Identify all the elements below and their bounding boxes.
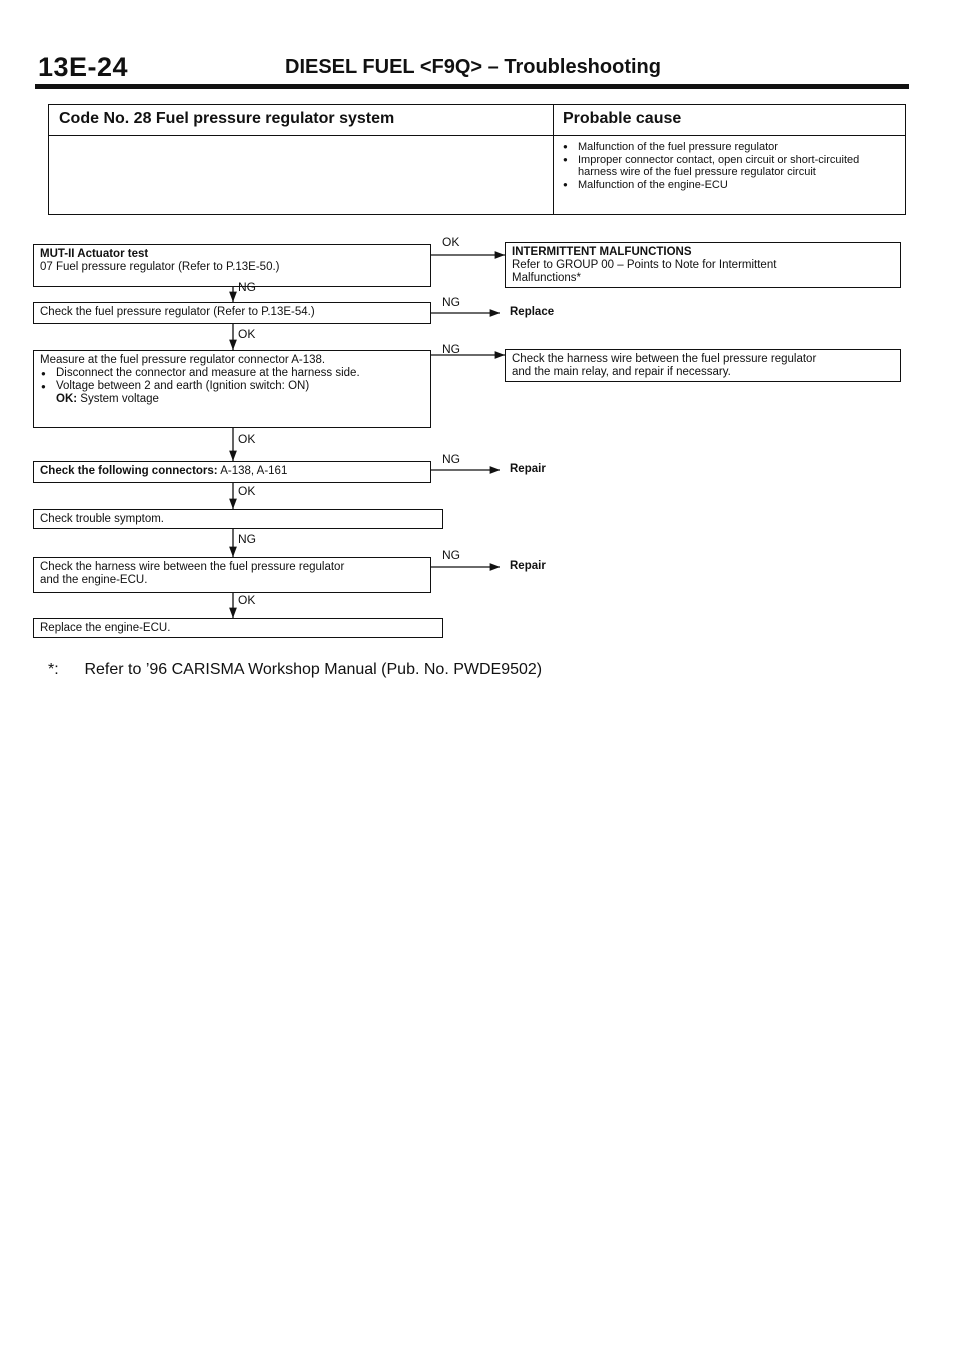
intermittent-malfunctions-box: [505, 242, 901, 288]
ng-label: NG: [442, 452, 460, 466]
ok-label: OK: [238, 484, 256, 498]
actuator-test-title: MUT-II Actuator test: [40, 248, 149, 260]
check-connectors-box: [33, 461, 431, 483]
ok-label: OK: [238, 327, 256, 341]
harness-main-relay-box: [505, 349, 901, 382]
harness-main-relay-line2: and the main relay, and repair if necessary.: [512, 366, 731, 378]
ng-label: NG: [442, 295, 460, 309]
replace-result: Replace: [510, 306, 555, 318]
measure-connector-box: [33, 350, 431, 428]
footnote: [48, 661, 542, 679]
harness-engine-ecu-line1: Check the harness wire between the fuel pressure regulator: [40, 561, 345, 573]
ok-criterion: [40, 393, 424, 406]
page-number: 13E-24: [38, 52, 129, 82]
ng-label: NG: [238, 532, 256, 546]
ok-label: OK: [442, 235, 460, 249]
intermittent-line2: Malfunctions*: [512, 272, 582, 284]
intermittent-title: INTERMITTENT MALFUNCTIONS: [512, 246, 692, 258]
ng-label: NG: [442, 342, 460, 356]
intermittent-line1: Refer to GROUP 00 – Points to Note for Intermittent: [512, 259, 777, 271]
ok-criterion-key: OK:: [56, 393, 78, 405]
cause-item: ● Malfunction of the engine-ECU: [561, 179, 901, 192]
ok-label: OK: [238, 432, 256, 446]
check-connectors-title: Check the following connectors:: [40, 465, 218, 477]
ok-label: OK: [238, 593, 256, 607]
measure-condition: ● Voltage between 2 and earth (Ignition switch: ON): [40, 380, 424, 393]
replace-engine-ecu-text: Replace the engine-ECU.: [40, 622, 171, 634]
check-trouble-symptom-box: [33, 509, 443, 529]
connector-codes: A-138, A-161: [220, 465, 288, 477]
page-title: DIESEL FUEL <F9Q> – Troubleshooting: [285, 56, 661, 78]
footnote-mark: *:: [48, 661, 59, 678]
ng-label: NG: [238, 280, 256, 294]
measure-text: Measure at the fuel pressure regulator connector A-138.: [40, 354, 326, 366]
harness-engine-ecu-box: [33, 557, 431, 593]
repair-result: Repair: [510, 463, 546, 475]
check-trouble-symptom-text: Check trouble symptom.: [40, 513, 164, 525]
actuator-test-text: 07 Fuel pressure regulator (Refer to P.13E-50.): [40, 261, 280, 273]
harness-engine-ecu-line2: and the engine-ECU.: [40, 574, 148, 586]
harness-main-relay-line1: Check the harness wire between the fuel pressure regulator: [512, 353, 817, 365]
cause-item: ● Improper connector contact, open circuit or short-circuited harness wire of the fuel pressure regulator circuit: [561, 154, 901, 179]
measure-conditions: [40, 367, 424, 393]
replace-engine-ecu-box: [33, 618, 443, 638]
check-regulator-box: [33, 302, 431, 324]
measure-condition: ● Disconnect the connector and measure at the harness side.: [40, 367, 424, 380]
cause-item: ● Malfunction of the fuel pressure regulator: [561, 141, 901, 154]
check-regulator-text: Check the fuel pressure regulator (Refer to P.13E-54.): [40, 306, 315, 318]
repair-result: Repair: [510, 560, 546, 572]
probable-cause-header: Probable cause: [563, 110, 682, 127]
ng-label: NG: [442, 548, 460, 562]
actuator-test-box: [33, 244, 431, 287]
footnote-text: Refer to ’96 CARISMA Workshop Manual (Pub. No. PWDE9502): [84, 661, 543, 678]
code-title: Code No. 28 Fuel pressure regulator system: [59, 110, 395, 127]
ok-criterion-value: System voltage: [80, 393, 159, 405]
